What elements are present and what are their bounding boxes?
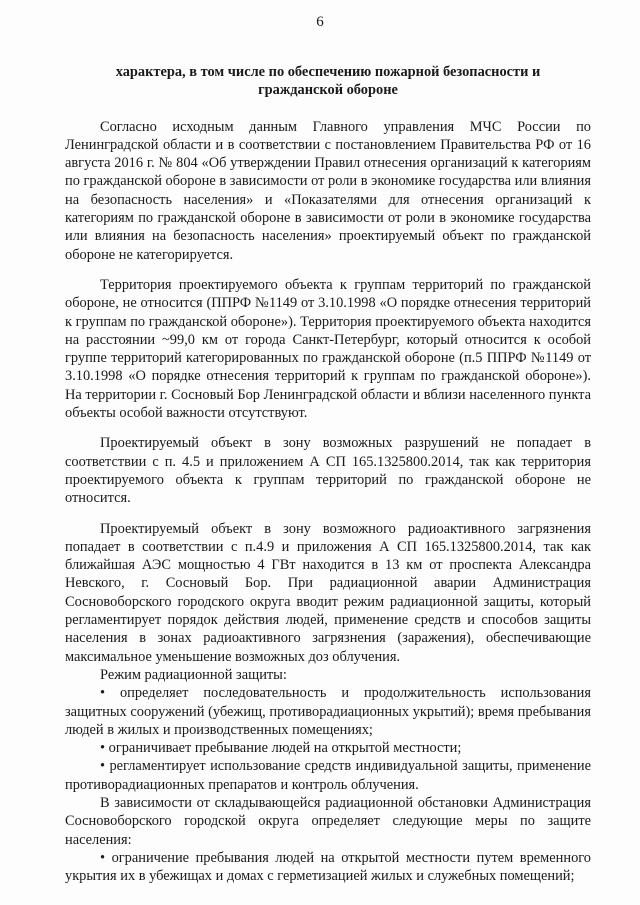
paragraph-radioactive-zone: Проектируемый объект в зону возможного радиоактивного загрязнения попадает в соответствии с п.4.9 и приложения А СП 165.1325800.2014, так как ближайшая АЭС мощностью 4 ГВт находится в 13 км от проспекта Александра Невского, г. Сосновый Бор. При радиационной аварии Администрация Сосновоборского городского округа вводит режим радиационной защиты, который регламентирует порядок действия людей, применение средств и способов защиты населения в зонах радиоактивного загрязнения (заражения), обеспечивающие максимальное уменьшение возможных доз облучения. (65, 520, 591, 665)
list-item: • регламентирует использование средств индивидуальной защиты, применение противорадиационных препаратов и контроль облучения. (65, 758, 591, 793)
list-item: • ограничение пребывания людей на открытой местности путем временного укрытия их в убежищах и домах с герметизацией жилых и служебных помещений; (65, 849, 591, 885)
paragraph-population-measures: В зависимости от складывающейся радиационной обстановки Администрация Сосновоборского городской округа определяет следующие меры по защите населения: (65, 794, 591, 848)
paragraph-destruction-zone: Проектируемый объект в зону возможных разрушений не попадает в соответствии с п. 4.5 и приложением А СП 165.1325800.2014, так как территория проектируемого объекта к группам территорий по гражданской обороне не относится. (65, 435, 591, 507)
list-item: • ограничивает пребывание людей на открытой местности; (100, 740, 462, 757)
paragraph-territory: Территория проектируемого объекта к группам территорий по гражданской обороне, не относится (ППРФ №1149 от 3.10.1998 «О порядке отнесения территорий к группам по гражданской обороне»). Территория проектируемого объекта находится на расстоянии ~99,0 км от города Санкт-Петербург, который относится к особой группе территорий категорированных по гражданской обороне (п.5 ППРФ №1149 от 3.10.1998 «О порядке отнесения территорий к группам по гражданской обороне»). На территории г. Сосновый Бор Ленинградской области и вблизи населенного пункта объекты особой важности отсутствуют. (65, 276, 591, 422)
page-number: 6 (316, 14, 324, 30)
list-item: • определяет последовательность и продолжительность использования защитных сооружений (убежищ, противорадиационных укрытий); время пребывания людей в жилых и производственных помещениях; (65, 685, 591, 738)
paragraph-category: Согласно исходным данным Главного управления МЧС России по Ленинградской области и в соответствии с постановлением Правительства РФ от 16 августа 2016 г. № 804 «Об утверждении Правил отнесения организаций к категориям по гражданской обороне в зависимости от роли в экономике государства или влияния на безопасность населения» и «Показателями для отнесения организаций к категориям по гражданской обороне в зависимости от роли в экономике государства или влияния на безопасность населения» проектируемый объект по гражданской обороне не категорируется. (65, 118, 591, 263)
section-heading: характера, в том числе по обеспечению пожарной безопасности и гражданской обороне (115, 64, 541, 99)
paragraph-protection-mode: Режим радиационной защиты: (100, 666, 287, 683)
page-content (65, 63, 591, 885)
